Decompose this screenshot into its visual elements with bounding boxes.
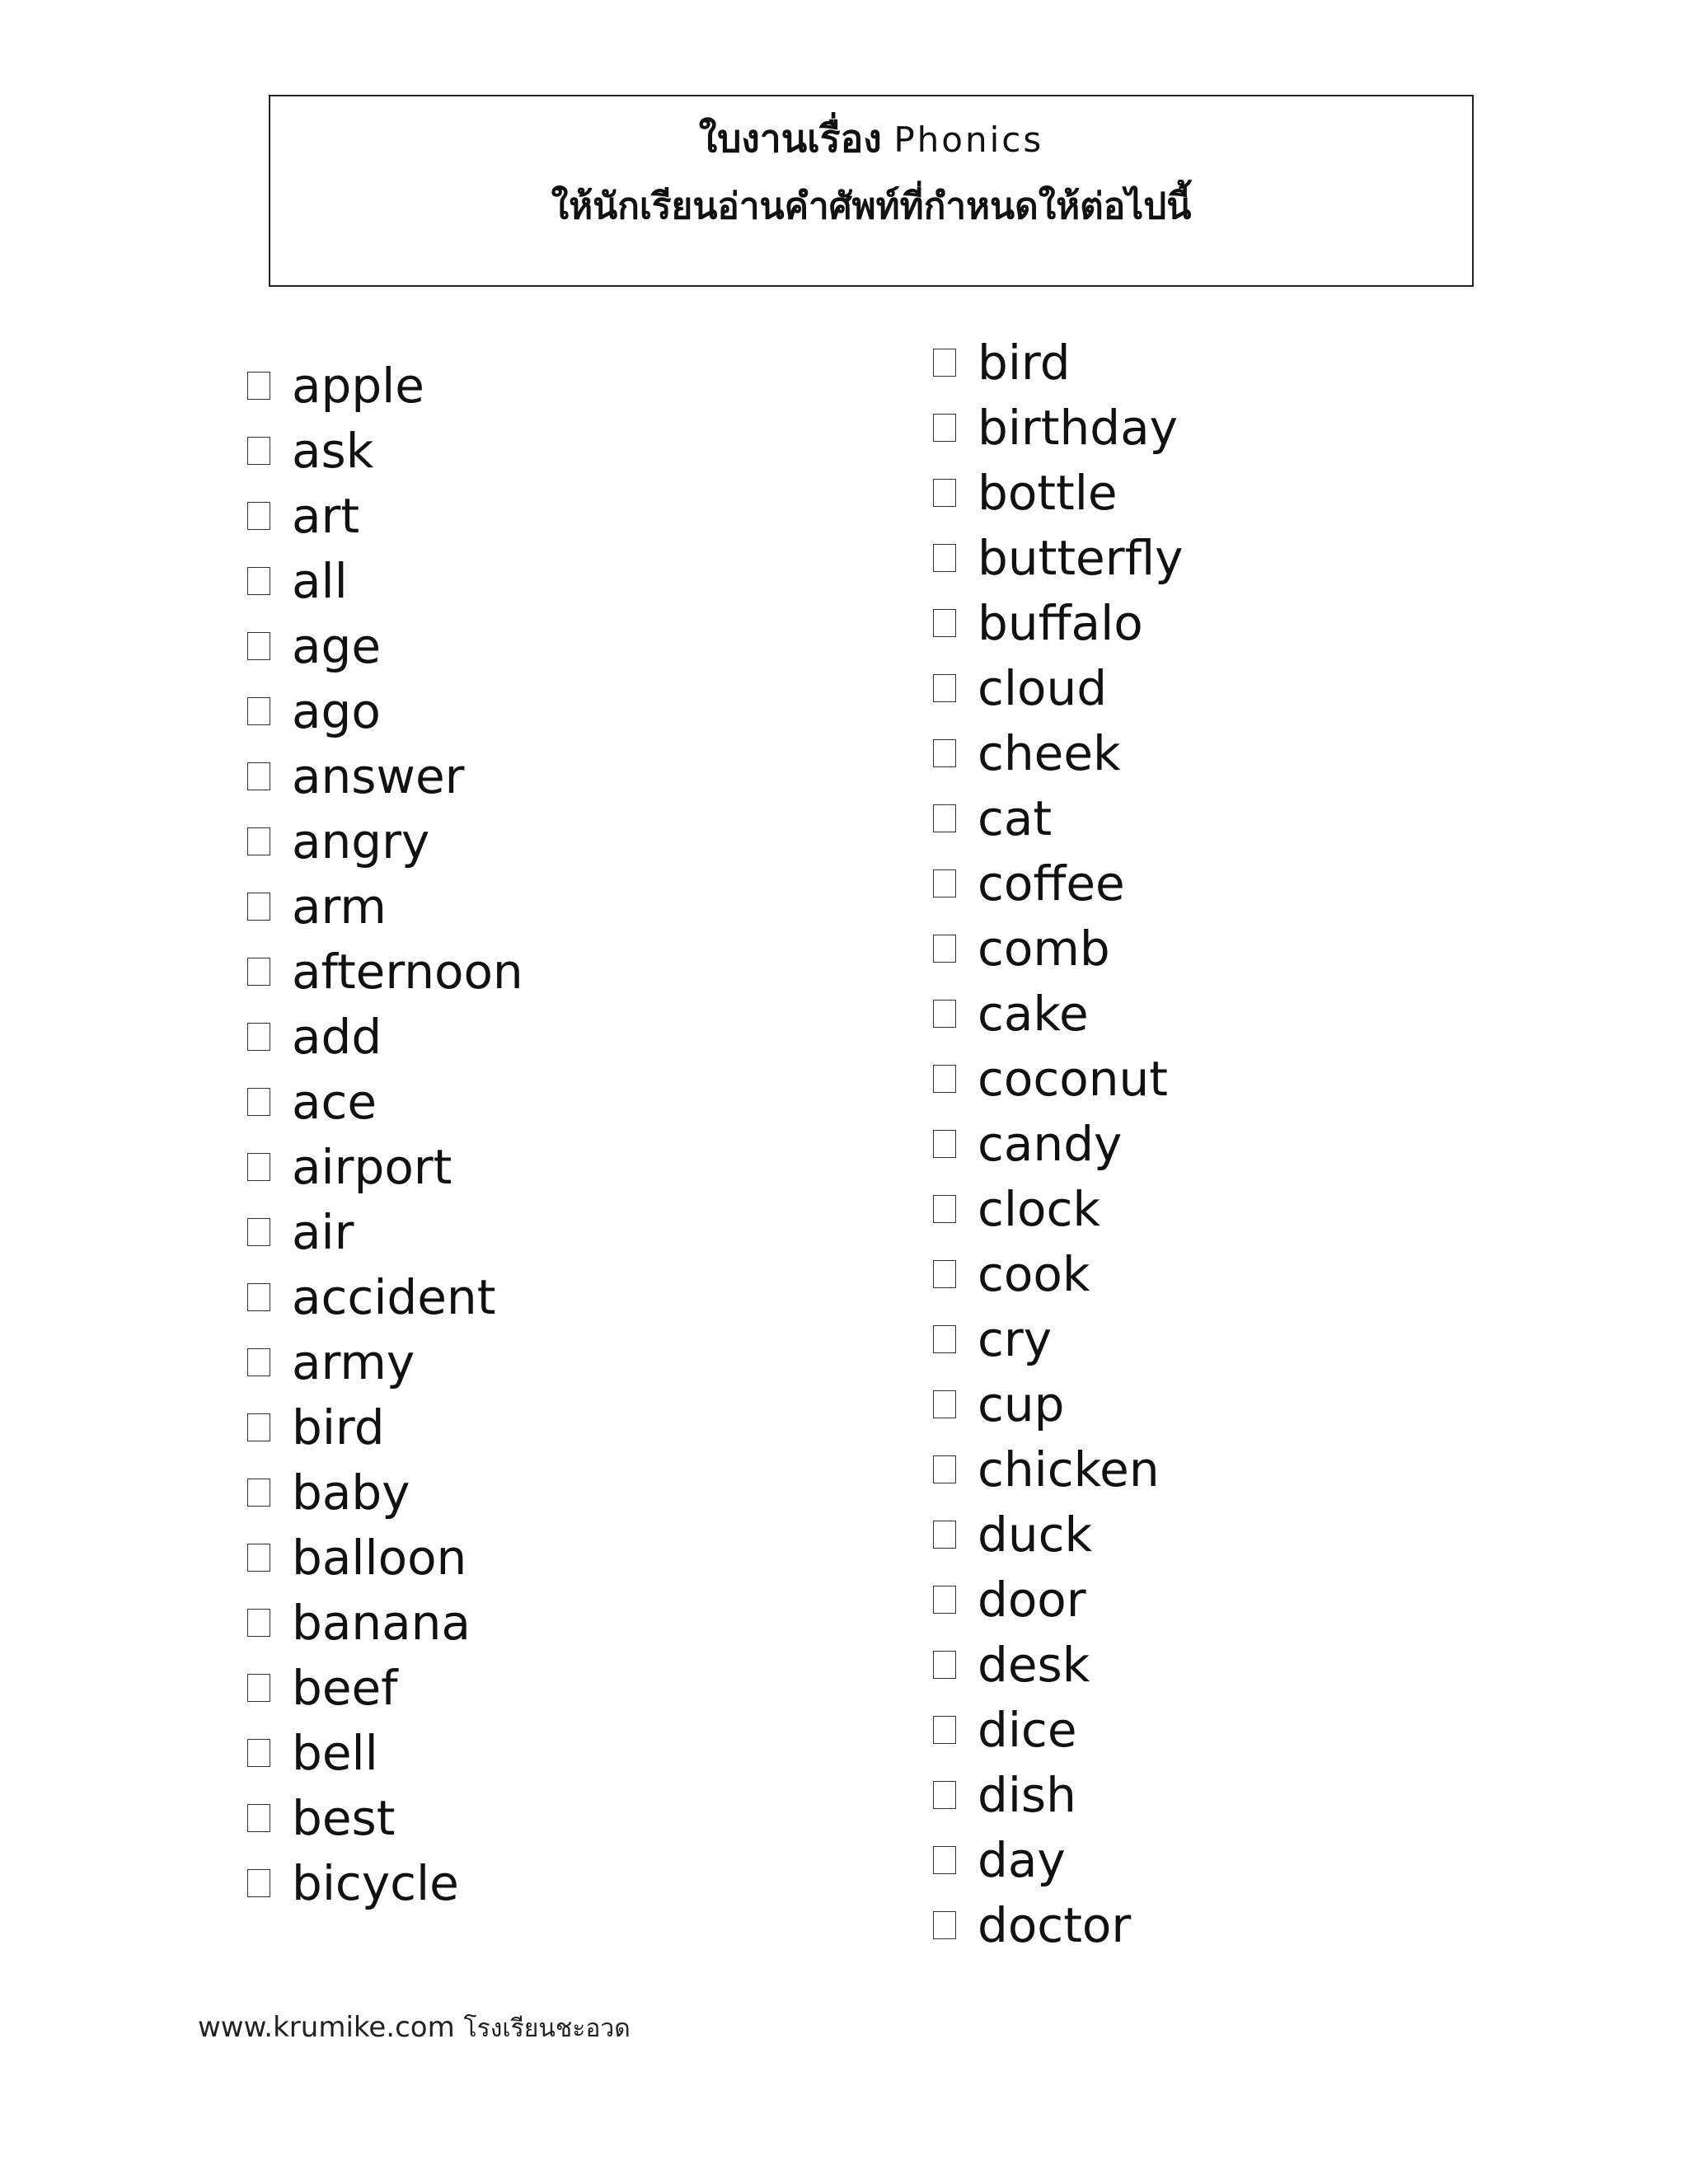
word-label: bell — [292, 1724, 378, 1781]
word-label: apple — [292, 357, 424, 414]
checkbox-icon[interactable] — [933, 1390, 956, 1418]
word-item — [933, 395, 1183, 460]
checkbox-icon[interactable] — [933, 935, 956, 963]
word-label: comb — [978, 920, 1110, 977]
word-item — [933, 1176, 1183, 1241]
word-label: chicken — [978, 1441, 1160, 1497]
checkbox-icon[interactable] — [933, 544, 956, 572]
word-item — [933, 460, 1183, 525]
word-label: best — [292, 1789, 396, 1846]
checkbox-icon[interactable] — [933, 739, 956, 767]
checkbox-icon[interactable] — [247, 1023, 270, 1051]
checkbox-icon[interactable] — [933, 1846, 956, 1874]
word-label: angry — [292, 813, 430, 869]
word-item — [247, 1134, 523, 1199]
checkbox-icon[interactable] — [247, 1283, 270, 1311]
word-item — [247, 939, 523, 1004]
word-item — [933, 1632, 1183, 1697]
checkbox-icon[interactable] — [247, 827, 270, 855]
word-item — [933, 1306, 1183, 1371]
checkbox-icon[interactable] — [933, 479, 956, 507]
word-item — [247, 874, 523, 939]
word-item — [247, 1004, 523, 1069]
word-label: ago — [292, 682, 381, 739]
checkbox-icon[interactable] — [247, 632, 270, 660]
checkbox-icon[interactable] — [247, 567, 270, 595]
worksheet-title — [270, 115, 1472, 164]
word-label: add — [292, 1008, 382, 1065]
checkbox-icon[interactable] — [933, 1716, 956, 1744]
checkbox-icon[interactable] — [247, 1804, 270, 1832]
word-item — [247, 1394, 523, 1460]
worksheet-title-box — [269, 95, 1474, 287]
word-item — [247, 1785, 523, 1850]
checkbox-icon[interactable] — [933, 1065, 956, 1093]
word-item — [933, 1762, 1183, 1827]
word-label: doctor — [978, 1896, 1132, 1953]
word-item — [933, 1436, 1183, 1502]
word-label: bicycle — [292, 1854, 459, 1911]
word-item — [933, 590, 1183, 655]
word-label: butterfly — [978, 529, 1184, 586]
word-label: cat — [978, 790, 1053, 846]
word-label: desk — [978, 1636, 1090, 1693]
word-label: bird — [292, 1399, 385, 1455]
word-label: birthday — [978, 399, 1178, 456]
word-item — [933, 1567, 1183, 1632]
checkbox-icon[interactable] — [247, 437, 270, 465]
worksheet-instruction: ให้นักเรียนอ่านคำศัพท์ที่กำหนดให้ต่อไปนี้ — [551, 185, 1192, 227]
word-label: cry — [978, 1310, 1053, 1367]
word-item — [247, 1460, 523, 1525]
checkbox-icon[interactable] — [247, 1218, 270, 1246]
word-item — [933, 1502, 1183, 1567]
word-item — [247, 743, 523, 808]
word-label: balloon — [292, 1529, 467, 1586]
word-item — [933, 785, 1183, 851]
checkbox-icon[interactable] — [933, 414, 956, 442]
checkbox-icon[interactable] — [247, 958, 270, 986]
word-item — [247, 808, 523, 874]
title-thai: ใบงานเรื่อง — [698, 116, 882, 161]
footer — [198, 2009, 631, 2048]
word-label: cloud — [978, 659, 1108, 716]
checkbox-icon[interactable] — [933, 1130, 956, 1158]
word-label: bird — [978, 334, 1071, 391]
word-item — [933, 1111, 1183, 1176]
word-label: clock — [978, 1180, 1100, 1237]
checkbox-icon[interactable] — [247, 697, 270, 725]
checkbox-icon[interactable] — [247, 502, 270, 530]
footer-url: www.krumike.com — [198, 2011, 455, 2044]
word-label: age — [292, 617, 382, 674]
checkbox-icon[interactable] — [247, 893, 270, 921]
checkbox-icon[interactable] — [247, 1869, 270, 1897]
checkbox-icon[interactable] — [247, 1153, 270, 1181]
word-label: army — [292, 1333, 415, 1390]
word-item — [933, 1046, 1183, 1111]
word-item — [247, 418, 523, 483]
word-item — [933, 525, 1183, 590]
word-label: cup — [978, 1376, 1065, 1432]
word-label: baby — [292, 1464, 410, 1521]
word-item — [933, 1241, 1183, 1306]
word-label: accident — [292, 1268, 496, 1325]
checkbox-icon[interactable] — [247, 1088, 270, 1116]
word-item — [247, 1720, 523, 1785]
word-item — [933, 720, 1183, 785]
checkbox-icon[interactable] — [247, 1544, 270, 1572]
word-label: art — [292, 487, 360, 544]
word-label: airport — [292, 1138, 452, 1195]
word-label: bottle — [978, 464, 1118, 521]
checkbox-icon[interactable] — [933, 1455, 956, 1483]
word-item — [933, 1371, 1183, 1436]
word-label: answer — [292, 748, 465, 804]
checkbox-icon[interactable] — [933, 1195, 956, 1223]
checkbox-icon[interactable] — [247, 1479, 270, 1507]
checkbox-icon[interactable] — [933, 1260, 956, 1288]
checkbox-icon[interactable] — [933, 609, 956, 637]
word-label: dish — [978, 1766, 1076, 1823]
word-item — [933, 330, 1183, 395]
word-item — [933, 1697, 1183, 1762]
word-label: coconut — [978, 1050, 1169, 1107]
word-item — [247, 1264, 523, 1329]
checkbox-icon[interactable] — [247, 1609, 270, 1637]
word-label: all — [292, 552, 348, 609]
word-item — [933, 851, 1183, 916]
word-label: arm — [292, 878, 387, 935]
checkbox-icon[interactable] — [933, 1781, 956, 1809]
word-item — [933, 916, 1183, 981]
word-label: candy — [978, 1115, 1123, 1172]
checkbox-icon[interactable] — [933, 349, 956, 377]
word-item — [247, 613, 523, 678]
word-item — [247, 1850, 523, 1915]
checkbox-icon[interactable] — [247, 762, 270, 790]
word-item — [933, 1827, 1183, 1892]
word-label: buffalo — [978, 594, 1143, 651]
word-item — [247, 483, 523, 548]
word-label: coffee — [978, 855, 1125, 912]
word-item — [247, 548, 523, 613]
word-item — [247, 1525, 523, 1590]
word-item — [247, 1329, 523, 1394]
word-list-right — [933, 330, 1183, 1957]
title-english: Phonics — [893, 120, 1044, 160]
checkbox-icon[interactable] — [247, 1348, 270, 1376]
checkbox-icon[interactable] — [933, 674, 956, 702]
word-label: ace — [292, 1073, 377, 1130]
word-list-left — [247, 353, 523, 1915]
footer-school: โรงเรียนชะอวด — [463, 2014, 631, 2043]
word-label: duck — [978, 1506, 1093, 1563]
word-label: cook — [978, 1245, 1090, 1302]
word-item — [247, 1590, 523, 1655]
checkbox-icon[interactable] — [933, 1000, 956, 1028]
checkbox-icon[interactable] — [933, 1521, 956, 1549]
word-label: cheek — [978, 724, 1121, 781]
checkbox-icon[interactable] — [247, 1674, 270, 1702]
word-label: day — [978, 1831, 1066, 1888]
word-label: afternoon — [292, 943, 523, 1000]
word-item — [247, 678, 523, 743]
checkbox-icon[interactable] — [933, 804, 956, 832]
checkbox-icon[interactable] — [933, 1651, 956, 1679]
word-label: cake — [978, 985, 1089, 1042]
checkbox-icon[interactable] — [933, 1586, 956, 1614]
word-item — [247, 1199, 523, 1264]
word-label: door — [978, 1571, 1086, 1628]
word-label: beef — [292, 1659, 398, 1716]
word-label: ask — [292, 422, 374, 479]
checkbox-icon[interactable] — [933, 1325, 956, 1353]
word-label: dice — [978, 1701, 1077, 1758]
checkbox-icon[interactable] — [933, 869, 956, 898]
word-label: banana — [292, 1594, 471, 1651]
word-item — [933, 1892, 1183, 1957]
checkbox-icon[interactable] — [247, 1413, 270, 1441]
word-item — [247, 1655, 523, 1720]
word-item — [933, 981, 1183, 1046]
word-item — [933, 655, 1183, 720]
checkbox-icon[interactable] — [933, 1911, 956, 1939]
word-item — [247, 353, 523, 418]
checkbox-icon[interactable] — [247, 372, 270, 400]
word-item — [247, 1069, 523, 1134]
word-label: air — [292, 1203, 354, 1260]
checkbox-icon[interactable] — [247, 1739, 270, 1767]
